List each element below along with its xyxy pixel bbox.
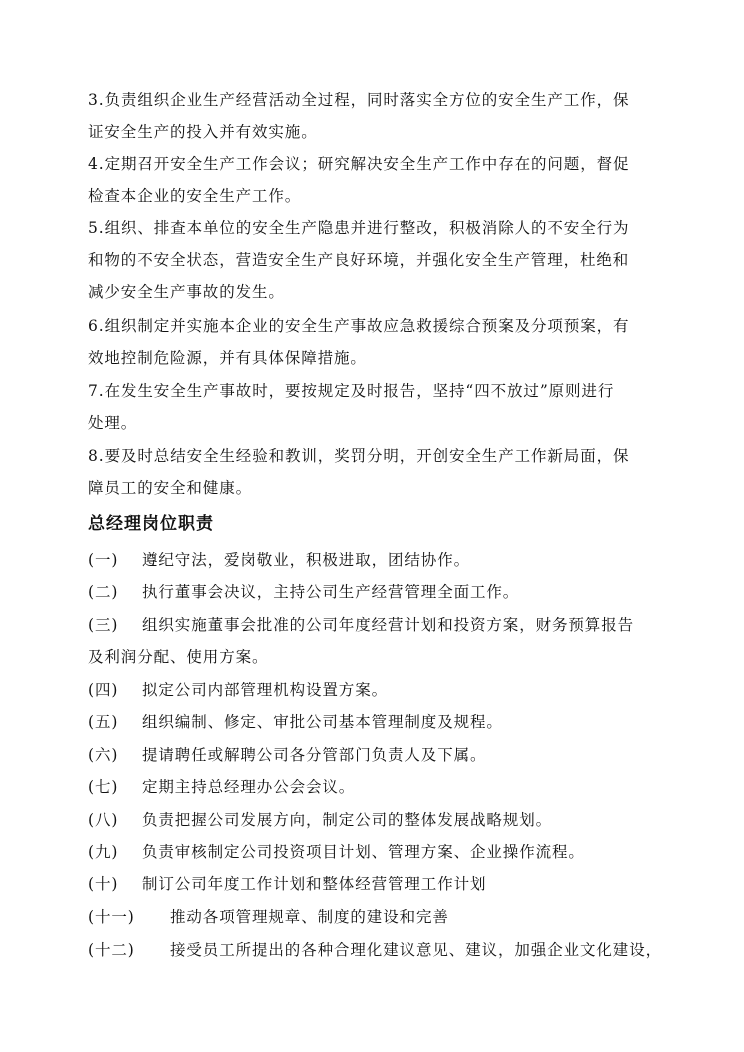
section-title: 总经理岗位职责 [88, 514, 214, 534]
duty-item-number: (八) [88, 811, 119, 829]
duty-item-number: (四) [88, 681, 119, 699]
duty-item-7 [88, 777, 688, 797]
duty-item-4 [88, 680, 688, 700]
duty-item-number: (七) [88, 778, 119, 796]
paragraph-8-line-2: 障员工的安全和健康。 [88, 479, 253, 497]
duty-item-6 [88, 745, 688, 765]
duty-item-text: 推动各项管理规章、制度的建设和完善 [170, 908, 449, 926]
duty-item-number: (三) [88, 616, 119, 634]
duty-item-number: (九) [88, 843, 119, 861]
duty-item-text: 负责把握公司发展方向，制定公司的整体发展战略规划。 [142, 811, 553, 829]
duty-item-text: 接受员工所提出的各种合理化建议意见、建议，加强企业文化建设， [170, 941, 663, 959]
duty-item-3-continuation: 及利润分配、使用方案。 [88, 648, 269, 666]
duty-item-number: (五) [88, 713, 119, 731]
paragraph-5-line-1: 5.组织、排查本单位的安全生产隐患并进行整改，积极消除人的不安全行为 [88, 219, 630, 237]
duty-item-2 [88, 582, 688, 602]
duty-item-number: (十一) [88, 908, 135, 926]
duty-item-text: 组织实施董事会批准的公司年度经营计划和投资方案，财务预算报告 [142, 616, 635, 634]
duty-item-text: 拟定公司内部管理机构设置方案。 [142, 681, 389, 699]
duty-item-text: 组织编制、修定、审批公司基本管理制度及规程。 [142, 713, 503, 731]
duty-item-11 [88, 907, 688, 927]
paragraph-5-line-3: 减少安全生产事故的发生。 [88, 283, 285, 301]
paragraph-6-line-2: 效地控制危险源，并有具体保障措施。 [88, 349, 367, 367]
paragraph-5-line-2: 和物的不安全状态，营造安全生产良好环境，并强化安全生产管理，杜绝和 [88, 251, 630, 269]
duty-item-number: (十二) [88, 941, 135, 959]
duty-item-text: 遵纪守法，爱岗敬业，积极进取，团结协作。 [142, 551, 471, 569]
paragraph-7-line-1: 7.在发生安全生产事故时，要按规定及时报告，坚持“四不放过”原则进行 [88, 382, 615, 400]
paragraph-6-line-1: 6.组织制定并实施本企业的安全生产事故应急救援综合预案及分项预案，有 [88, 317, 630, 335]
duty-item-12 [88, 940, 688, 960]
duty-item-text: 负责审核制定公司投资项目计划、管理方案、企业操作流程。 [142, 843, 585, 861]
duty-item-number: (六) [88, 746, 119, 764]
paragraph-4-line-1: 4.定期召开安全生产工作会议；研究解决安全生产工作中存在的问题，督促 [88, 155, 630, 173]
paragraph-7-line-2: 处理。 [88, 414, 138, 432]
duty-item-number: (二) [88, 583, 119, 601]
duty-item-text: 定期主持总经理办公会会议。 [142, 778, 356, 796]
paragraph-8-line-1: 8.要及时总结安全生经验和教训，奖罚分明，开创安全生产工作新局面，保 [88, 447, 630, 465]
duty-item-5 [88, 712, 688, 732]
duty-item-1 [88, 550, 688, 570]
duty-item-number: (一) [88, 551, 119, 569]
paragraph-4-line-2: 检查本企业的安全生产工作。 [88, 187, 302, 205]
paragraph-3-line-1: 3.负责组织企业生产经营活动全过程，同时落实全方位的安全生产工作，保 [88, 91, 630, 109]
duty-item-8 [88, 810, 688, 830]
duty-item-text: 制订公司年度工作计划和整体经营管理工作计划 [142, 875, 487, 893]
paragraph-3-line-2: 证安全生产的投入并有效实施。 [88, 123, 318, 141]
duty-item-10 [88, 874, 688, 894]
duty-item-9 [88, 842, 688, 862]
duty-item-3 [88, 615, 688, 635]
duty-item-number: (十) [88, 875, 119, 893]
duty-item-text: 执行董事会决议，主持公司生产经营管理全面工作。 [142, 583, 520, 601]
duty-item-text: 提请聘任或解聘公司各分管部门负责人及下属。 [142, 746, 487, 764]
